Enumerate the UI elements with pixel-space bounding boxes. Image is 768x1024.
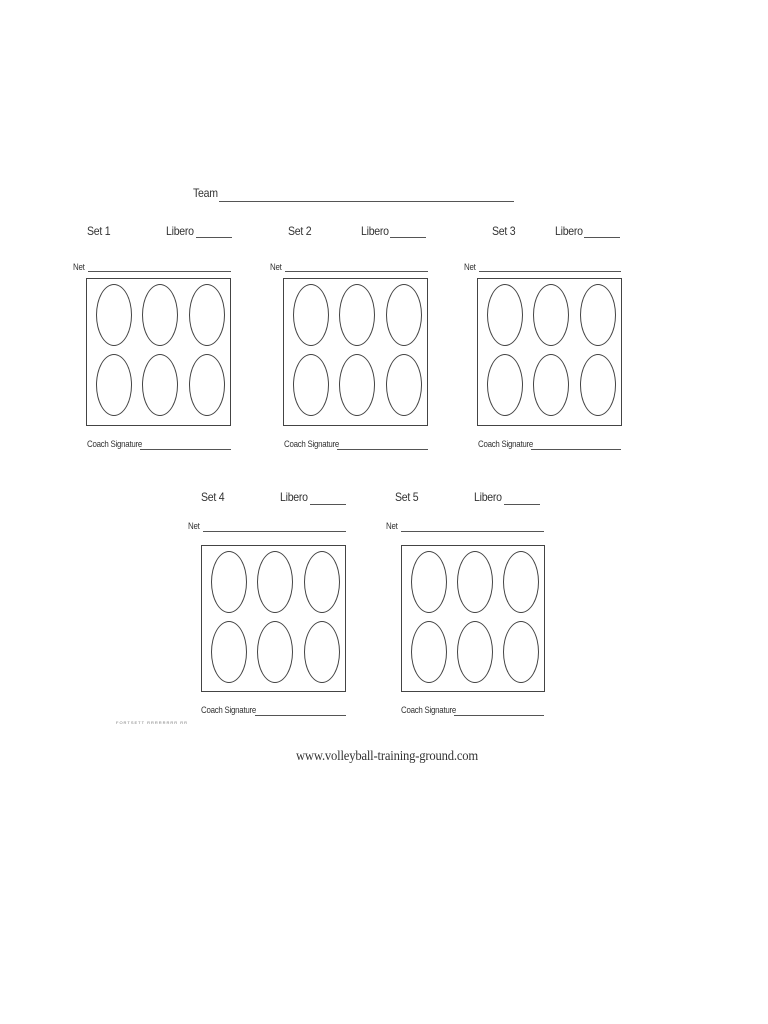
net-label: Net <box>386 521 398 531</box>
player-position-circle <box>211 551 247 613</box>
coach-signature-line <box>531 449 621 450</box>
libero-line <box>196 237 232 238</box>
player-position-circle <box>142 354 178 416</box>
coach-signature-label: Coach Signature <box>284 439 340 449</box>
player-position-circle <box>96 284 132 346</box>
player-position-circle <box>257 551 293 613</box>
player-position-circle <box>339 284 375 346</box>
coach-signature-line <box>337 449 428 450</box>
player-position-circle <box>96 354 132 416</box>
player-position-circle <box>386 284 422 346</box>
net-line <box>401 531 544 532</box>
libero-line <box>310 504 346 505</box>
set-title: Set 4 <box>201 490 225 504</box>
player-position-circle <box>189 354 225 416</box>
net-line <box>285 271 428 272</box>
net-line <box>479 271 621 272</box>
team-name-line <box>219 201 514 202</box>
coach-signature-label: Coach Signature <box>478 439 534 449</box>
coach-signature-label: Coach Signature <box>87 439 143 449</box>
player-position-circle <box>533 284 569 346</box>
libero-label: Libero <box>166 224 194 238</box>
court-box <box>477 278 622 426</box>
player-position-circle <box>457 621 493 683</box>
coach-signature-line <box>454 715 544 716</box>
libero-line <box>504 504 540 505</box>
player-position-circle <box>211 621 247 683</box>
libero-label: Libero <box>361 224 389 238</box>
set-title: Set 1 <box>87 224 111 238</box>
player-position-circle <box>487 354 523 416</box>
player-position-circle <box>386 354 422 416</box>
player-position-circle <box>533 354 569 416</box>
net-label: Net <box>270 262 282 272</box>
net-label: Net <box>73 262 85 272</box>
libero-label: Libero <box>280 490 308 504</box>
court-box <box>86 278 231 426</box>
player-position-circle <box>411 621 447 683</box>
team-label: Team <box>193 186 218 200</box>
net-label: Net <box>464 262 476 272</box>
player-position-circle <box>580 354 616 416</box>
player-position-circle <box>257 621 293 683</box>
coach-signature-line <box>255 715 346 716</box>
player-position-circle <box>304 551 340 613</box>
net-line <box>88 271 231 272</box>
court-box <box>201 545 346 692</box>
coach-signature-label: Coach Signature <box>201 705 257 715</box>
libero-line <box>584 237 620 238</box>
player-position-circle <box>411 551 447 613</box>
player-position-circle <box>487 284 523 346</box>
player-position-circle <box>293 354 329 416</box>
player-position-circle <box>580 284 616 346</box>
player-position-circle <box>293 284 329 346</box>
player-position-circle <box>503 621 539 683</box>
set-title: Set 3 <box>492 224 516 238</box>
set-title: Set 2 <box>288 224 312 238</box>
footer-fine-print: FORTSETT RRRRRRRR RR <box>116 720 189 725</box>
net-line <box>203 531 346 532</box>
libero-line <box>390 237 426 238</box>
player-position-circle <box>189 284 225 346</box>
coach-signature-label: Coach Signature <box>401 705 457 715</box>
player-position-circle <box>457 551 493 613</box>
set-title: Set 5 <box>395 490 419 504</box>
website-url: www.volleyball-training-ground.com <box>296 749 479 764</box>
coach-signature-line <box>140 449 231 450</box>
libero-label: Libero <box>474 490 502 504</box>
player-position-circle <box>339 354 375 416</box>
libero-label: Libero <box>555 224 583 238</box>
player-position-circle <box>304 621 340 683</box>
net-label: Net <box>188 521 200 531</box>
player-position-circle <box>142 284 178 346</box>
player-position-circle <box>503 551 539 613</box>
court-box <box>401 545 545 692</box>
court-box <box>283 278 428 426</box>
